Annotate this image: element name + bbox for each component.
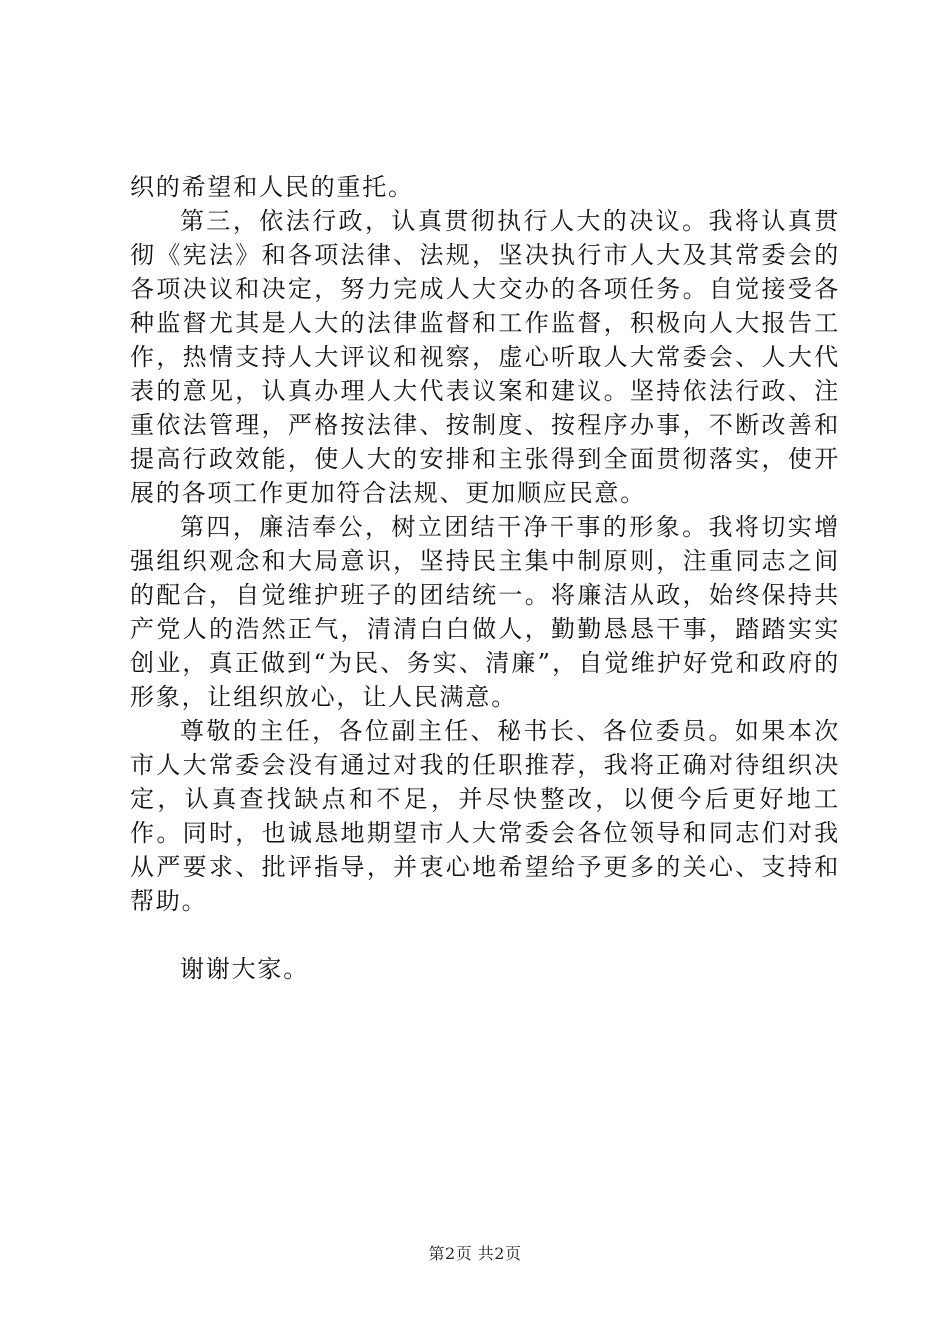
document-body — [130, 170, 840, 986]
page-footer — [0, 1243, 950, 1265]
paragraph-address: 尊敬的主任，各位副主任、秘书长、各位委员。如果本次市人大常委会没有通过对我的任职推荐，我将正确对待组织决定，认真查找缺点和不足，并尽快整改，以便今后更好地工作。同时，也诚恳地期望市人大常委会各位领导和同志们对我从严要求、批评指导，并衷心地希望给予更多的关心、支持和帮助。 — [130, 717, 840, 915]
page-number: 第2页 共2页 — [428, 1244, 522, 1263]
paragraph-third-point: 第三，依法行政，认真贯彻执行人大的决议。我将认真贯彻《宪法》和各项法律、法规，坚决执行市人大及其常委会的各项决议和决定，努力完成人大交办的各项任务。自觉接受各种监督尤其是人大的法律监督和工作监督，积极向人大报告工作，热情支持人大评议和视察，虚心听取人大常委会、人大代表的意见，认真办理人大代表议案和建议。坚持依法行政、注重依法管理，严格按法律、按制度、按程序办事，不断改善和提高行政效能，使人大的安排和主张得到全面贯彻落实，使开展的各项工作更加符合法规、更加顺应民意。 — [130, 207, 840, 507]
paragraph-continuation: 织的希望和人民的重托。 — [130, 173, 414, 201]
paragraph-fourth-point: 第四，廉洁奉公，树立团结干净干事的形象。我将切实增强组织观念和大局意识，坚持民主集中制原则，注重同志之间的配合，自觉维护班子的团结统一。将廉洁从政，始终保持共产党人的浩然正气，清清白白做人，勤勤恳恳干事，踏踏实实创业，真正做到“为民、务实、清廉”，自觉维护好党和政府的形象，让组织放心，让人民满意。 — [130, 513, 840, 711]
closing-line: 谢谢大家。 — [180, 955, 309, 983]
